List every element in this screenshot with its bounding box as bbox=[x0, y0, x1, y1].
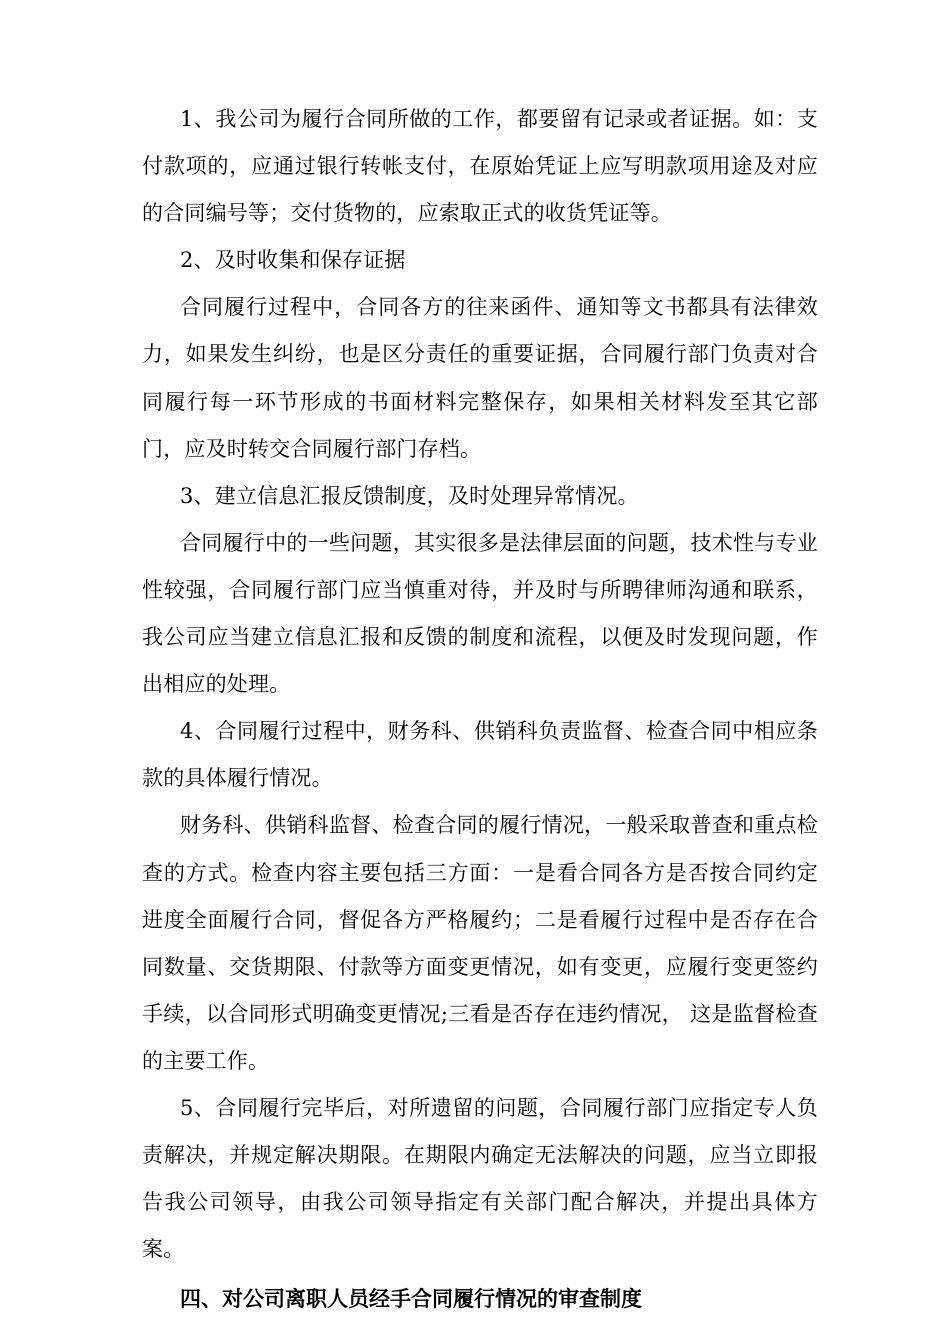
paragraph-supervision-title: 4、合同履行过程中，财务科、供销科负责监督、检查合同中相应条款的具体履行情况。 bbox=[142, 719, 818, 791]
paragraph-remaining-issues: 5、合同履行完毕后，对所遗留的问题，合同履行部门应指定专人负责解决，并规定解决期限。在期限内确定无法解决的问题，应当立即报告我公司领导，由我公司领导指定有关部门配合解决，并提出具体方案。 bbox=[142, 1095, 818, 1262]
paragraph-feedback-system-body: 合同履行中的一些问题，其实很多是法律层面的问题，技术性与专业性较强，合同履行部门应当慎重对待，并及时与所聘律师沟通和联系，我公司应当建立信息汇报和反馈的制度和流程，以便及时发现问题，作出相应的处理。 bbox=[142, 530, 818, 697]
paragraph-record-evidence: 1、我公司为履行合同所做的工作，都要留有记录或者证据。如：支付款项的，应通过银行转帐支付，在原始凭证上应写明款项用途及对应的合同编号等；交付货物的，应索取正式的收货凭证等。 bbox=[142, 107, 818, 226]
document-page bbox=[142, 96, 818, 1323]
paragraph-collect-evidence-body: 合同履行过程中，合同各方的往来函件、通知等文书都具有法律效力，如果发生纠纷，也是区分责任的重要证据，合同履行部门负责对合同履行每一环节形成的书面材料完整保存，如果相关材料发至其它部门，应及时转交合同履行部门存档。 bbox=[142, 295, 818, 461]
paragraph-collect-evidence-title: 2、及时收集和保存证据 bbox=[180, 248, 406, 273]
paragraph-supervision-body: 财务科、供销科监督、检查合同的履行情况，一般采取普查和重点检查的方式。检查内容主要包括三方面：一是看合同各方是否按合同约定进度全面履行合同，督促各方严格履约；二是看履行过程中是否存在合同数量、交货期限、付款等方面变更情况，如有变更，应履行变更签约手续，以合同形式明确变更情况;三看是否存在违约情况， 这是监督检查的主要工作。 bbox=[142, 813, 818, 1073]
section-heading: 四、对公司离职人员经手合同履行情况的审查制度 bbox=[180, 1287, 642, 1312]
paragraph-feedback-system-title: 3、建立信息汇报反馈制度，及时处理异常情况。 bbox=[180, 483, 639, 508]
